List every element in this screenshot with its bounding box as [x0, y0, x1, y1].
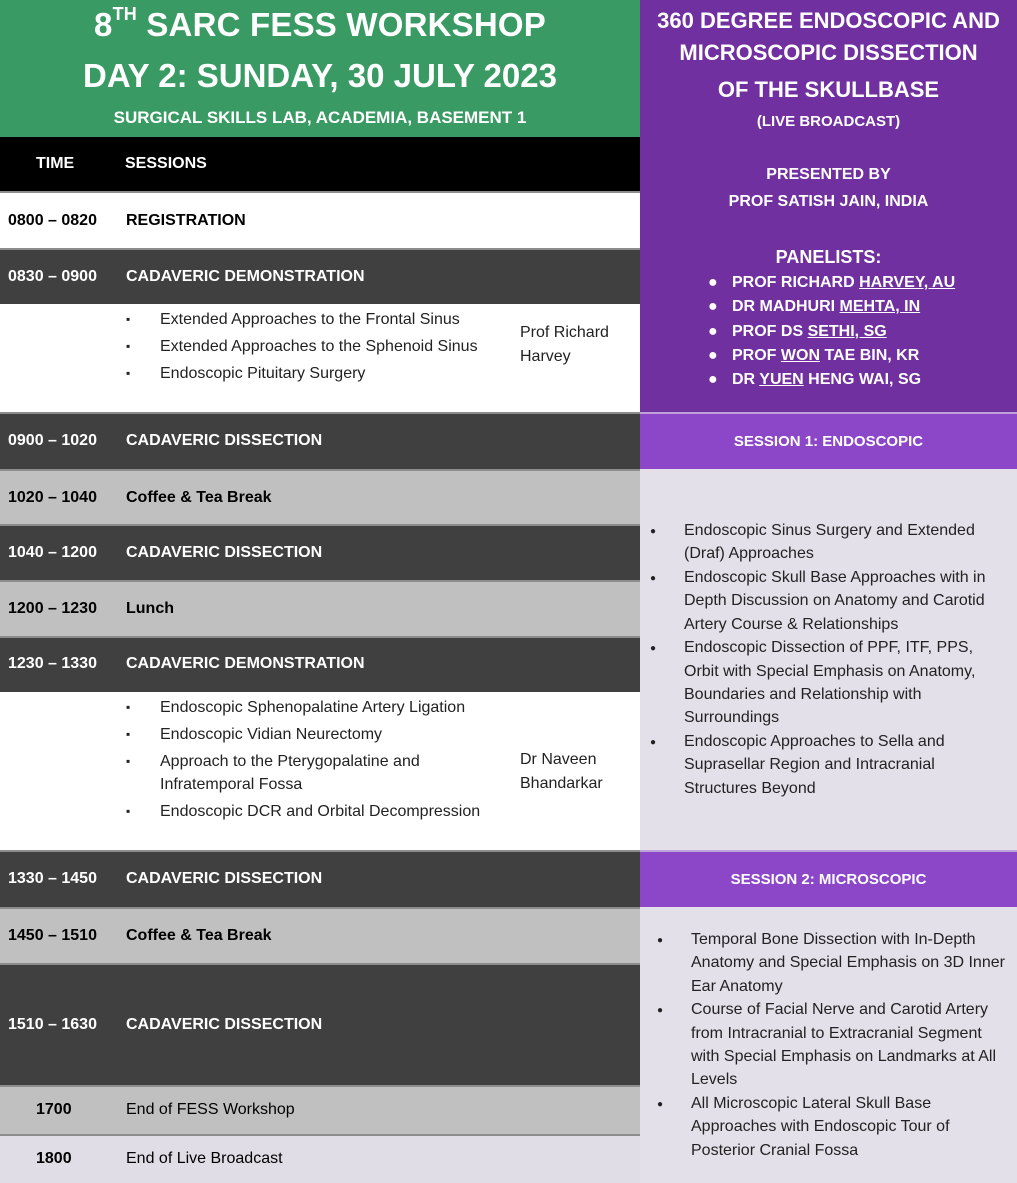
row-time: 0900 – 1020	[8, 432, 97, 449]
demonstration-presenter: Dr Naveen Bhandarkar	[520, 751, 603, 792]
row-session: End of FESS Workshop	[126, 1101, 295, 1118]
topic-item: ▪ Extended Approaches to the Sphenoid Sinus	[126, 335, 496, 358]
schedule-row	[0, 850, 640, 907]
broadcast-title-line-1: 360 DEGREE ENDOSCOPIC AND	[657, 8, 1000, 33]
session-1-list	[684, 519, 1010, 801]
broadcast-title-line-2: MICROSCOPIC DISSECTION	[679, 40, 978, 65]
row-time: 1230 – 1330	[8, 655, 97, 672]
schedule-row	[0, 524, 640, 580]
demonstration-presenter: Prof Richard Harvey	[520, 324, 609, 365]
session-2-header: SESSION 2: MICROSCOPIC	[640, 850, 1017, 907]
row-session: CADAVERIC DISSECTION	[126, 1016, 323, 1033]
row-session: End of Live Broadcast	[126, 1150, 283, 1167]
row-session: CADAVERIC DISSECTION	[126, 870, 323, 887]
session-1-topics	[640, 469, 1017, 850]
row-session: Lunch	[126, 600, 174, 617]
row-session: REGISTRATION	[126, 212, 246, 229]
session-topic-item: ● Course of Facial Nerve and Carotid Artery from Intracranial to Extracranial Segment with Special Emphasis on Landmarks at All Levels	[691, 998, 1011, 1091]
session-topic-item: ● Endoscopic Approaches to Sella and Suprasellar Region and Intracranial Structures Beyond	[684, 730, 1010, 800]
topic-item: ▪ Extended Approaches to the Frontal Sinus	[126, 308, 496, 331]
schedule-row	[0, 963, 640, 1085]
schedule-column-header	[0, 137, 640, 191]
workshop-title: 8TH SARC FESS WORKSHOP	[94, 4, 546, 43]
presented-by-label: PRESENTED BY	[766, 166, 891, 183]
row-time: 1200 – 1230	[8, 600, 97, 617]
schedule-row	[0, 412, 640, 469]
topic-item: ▪ Approach to the Pterygopalatine and Infratemporal Fossa	[126, 750, 501, 796]
schedule-row	[0, 907, 640, 963]
panelist-item: ● PROF RICHARD HARVEY, AU	[708, 274, 956, 291]
row-time: 0830 – 0900	[8, 268, 97, 285]
workshop-venue: SURGICAL SKILLS LAB, ACADEMIA, BASEMENT 1	[113, 108, 527, 127]
schedule-row	[0, 248, 640, 304]
workshop-day: DAY 2: SUNDAY, 30 JULY 2023	[83, 57, 557, 94]
row-session: CADAVERIC DISSECTION	[126, 432, 323, 449]
session-topic-item: ● Endoscopic Dissection of PPF, ITF, PPS, Orbit with Special Emphasis on Anatomy, Boundaries and Relationship with Surroundings	[684, 636, 1010, 729]
time-column-label: TIME	[36, 155, 75, 172]
schedule-row	[0, 636, 640, 692]
topic-item: ▪ Endoscopic Pituitary Surgery	[126, 362, 496, 385]
session-topic-item: ● Temporal Bone Dissection with In-Depth Anatomy and Special Emphasis on 3D Inner Ear Anatomy	[691, 928, 1011, 998]
row-time: 1040 – 1200	[8, 544, 97, 561]
row-time: 1700	[36, 1101, 72, 1118]
broadcast-presenter: PROF SATISH JAIN, INDIA	[728, 193, 929, 210]
schedule-row	[0, 469, 640, 524]
workshop-header	[0, 0, 640, 137]
panelist-item: ● DR YUEN HENG WAI, SG	[708, 371, 922, 389]
row-time: 0800 – 0820	[8, 212, 97, 229]
panelist-item: ● PROF WON TAE BIN, KR	[708, 346, 920, 364]
schedule-row	[0, 1085, 640, 1134]
schedule-row	[0, 191, 640, 248]
topic-item: ▪ Endoscopic DCR and Orbital Decompression	[126, 800, 501, 823]
row-time: 1800	[36, 1150, 72, 1167]
panelist-item: ● DR MADHURI MEHTA, IN	[708, 298, 921, 316]
broadcast-subtitle: (LIVE BROADCAST)	[756, 113, 901, 130]
session-1-header: SESSION 1: ENDOSCOPIC	[640, 412, 1017, 469]
demonstration-details	[0, 692, 640, 850]
session-2-list	[691, 928, 1011, 1162]
topic-item: ▪ Endoscopic Sphenopalatine Artery Ligation	[126, 696, 501, 719]
session-2-topics	[640, 907, 1017, 1183]
row-time: 1020 – 1040	[8, 489, 97, 506]
panelists-label: PANELISTS:	[775, 247, 882, 267]
row-time: 1510 – 1630	[8, 1016, 97, 1033]
row-session: Coffee & Tea Break	[126, 489, 272, 506]
session-topic-item: ● Endoscopic Skull Base Approaches with in Depth Discussion on Anatomy and Carotid Artery Course & Relationships	[684, 566, 1010, 636]
row-session: Coffee & Tea Break	[126, 927, 272, 944]
session-topic-item: ● Endoscopic Sinus Surgery and Extended (Draf) Approaches	[684, 519, 1010, 566]
schedule-row	[0, 580, 640, 636]
broadcast-panel	[640, 0, 1017, 412]
row-time: 1450 – 1510	[8, 927, 97, 944]
row-session: CADAVERIC DISSECTION	[126, 544, 323, 561]
row-session: CADAVERIC DEMONSTRATION	[126, 268, 365, 285]
broadcast-title-line-3: OF THE SKULLBASE	[717, 77, 940, 102]
panelist-item: ● PROF DS SETHI, SG	[708, 322, 887, 340]
demonstration-topics	[126, 696, 501, 827]
row-session: CADAVERIC DEMONSTRATION	[126, 655, 365, 672]
sessions-column-label: SESSIONS	[125, 155, 207, 172]
panelists-list	[708, 271, 955, 392]
session-topic-item: ● All Microscopic Lateral Skull Base Approaches with Endoscopic Tour of Posterior Cranial Fossa	[691, 1092, 1011, 1162]
schedule-row	[0, 1134, 640, 1183]
demonstration-details	[0, 304, 640, 412]
topic-item: ▪ Endoscopic Vidian Neurectomy	[126, 723, 501, 746]
row-time: 1330 – 1450	[8, 870, 97, 887]
demonstration-topics	[126, 308, 496, 389]
